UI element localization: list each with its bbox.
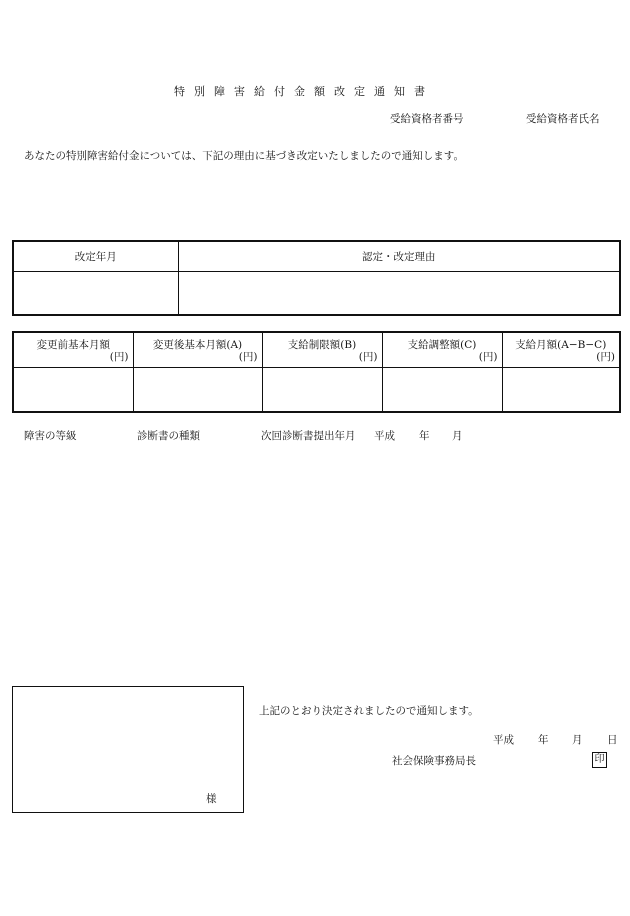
amount-col-label: 支給調整額(C) [407, 339, 477, 351]
footer-date-month: 月 [572, 734, 583, 746]
amount-value-cell [262, 368, 382, 412]
amount-col-label: 支給月額(A−B−C) [515, 339, 607, 351]
amount-col-unit: (円) [238, 351, 258, 363]
intro-text: あなたの特別障害給付金については、下記の理由に基づき改定いたしましたので通知します。 [24, 150, 464, 162]
diagnosis-type-label: 診断書の種類 [137, 430, 200, 442]
revision-reason-header: 認定・改定理由 [178, 241, 620, 271]
recipient-name-label: 受給資格者氏名 [526, 113, 600, 125]
amount-value-cell [13, 368, 133, 412]
revision-date-header: 改定年月 [13, 241, 178, 271]
amount-header-cell [133, 332, 262, 368]
amount-col-unit: (円) [358, 351, 378, 363]
amount-value-cell [502, 368, 620, 412]
next-diagnosis-era: 平成 [374, 430, 395, 442]
next-diagnosis-label: 次回診断書提出年月 [261, 430, 356, 442]
issuer-title: 社会保険事務局長 [392, 755, 476, 767]
amount-col-unit: (円) [478, 351, 498, 363]
footer-date-day: 日 [607, 734, 618, 746]
recipient-number-label: 受給資格者番号 [390, 113, 464, 125]
amount-value-cell [133, 368, 262, 412]
footer-date-year: 年 [538, 734, 549, 746]
address-box [12, 686, 244, 813]
amount-header-cell [502, 332, 620, 368]
footer-date-era: 平成 [493, 734, 514, 746]
honorific-sama: 様 [206, 793, 217, 805]
amount-table [12, 331, 621, 413]
amount-col-unit: (円) [596, 351, 615, 363]
amount-value-cell [382, 368, 502, 412]
amount-col-label: 変更後基本月額(A) [152, 339, 243, 351]
seal-mark [592, 752, 607, 768]
amount-header-cell [13, 332, 133, 368]
amount-col-label: 支給制限額(B) [287, 339, 357, 351]
disability-grade-label: 障害の等級 [24, 430, 77, 442]
next-diagnosis-year: 年 [419, 430, 430, 442]
footer-notice: 上記のとおり決定されましたので通知します。 [259, 705, 479, 717]
amount-col-label: 変更前基本月額 [36, 339, 110, 351]
seal-icon: 印 [592, 752, 607, 768]
next-diagnosis-month: 月 [452, 430, 463, 442]
revision-reason-cell [178, 271, 620, 315]
revision-table [12, 240, 621, 316]
revision-date-cell [13, 271, 178, 315]
amount-header-cell [382, 332, 502, 368]
amount-header-cell [262, 332, 382, 368]
document-title: 特別障害給付金額改定通知書 [174, 85, 434, 98]
amount-col-unit: (円) [109, 351, 129, 363]
